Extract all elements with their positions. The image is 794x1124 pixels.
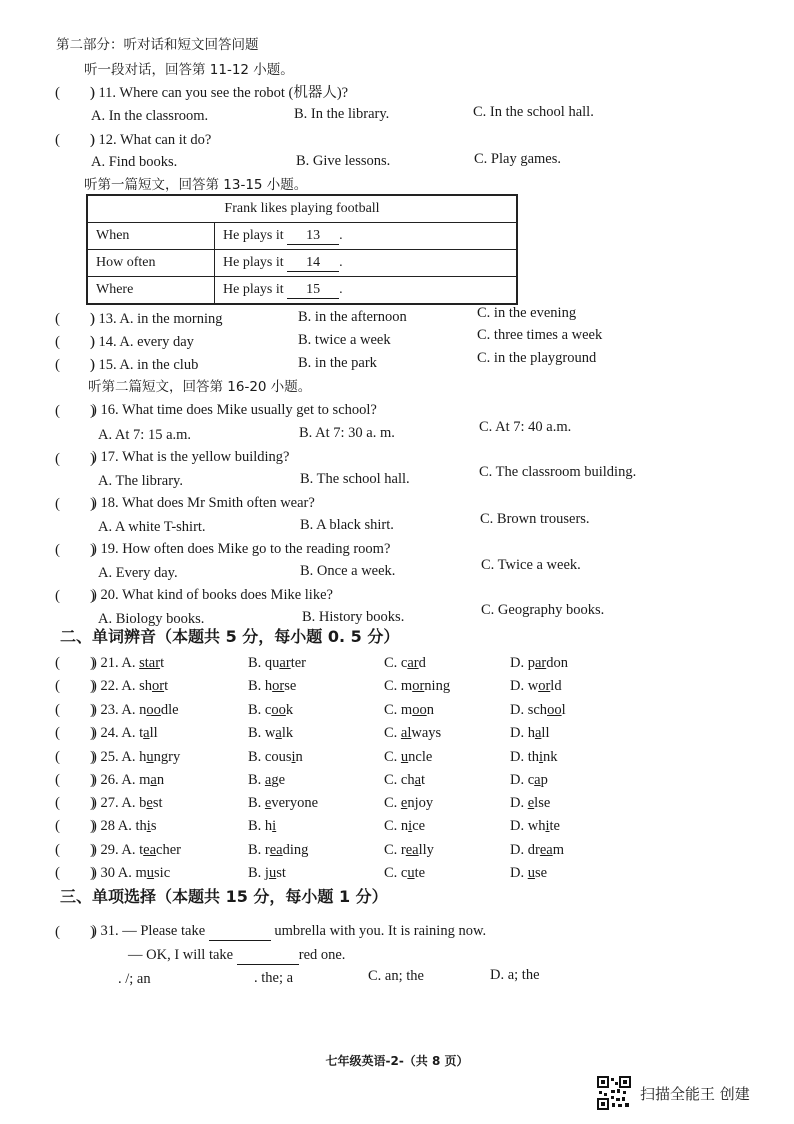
phonics-option-b: B. quarter <box>248 655 306 671</box>
option-b: B. A black shirt. <box>300 517 394 533</box>
answer-paren: ( ) <box>55 496 95 512</box>
phonics-option-b: B. cousin <box>248 749 303 765</box>
phonics-option-b: B. walk <box>248 725 294 741</box>
qr-code-icon <box>597 1076 631 1110</box>
question-stem: ) 11. Where can you see the robot (机器人)? <box>90 85 349 101</box>
option-a: A. At 7: 15 a.m. <box>98 427 192 443</box>
option-a: A. A white T-shirt. <box>98 519 206 535</box>
phonics-option-c: C. nice <box>384 818 426 834</box>
phonics-option-a: ) 25. A. hungry <box>92 749 181 765</box>
option-a: A. Biology books. <box>98 611 205 627</box>
answer-paren: ( ) <box>55 132 95 148</box>
phonics-option-c: C. moon <box>384 702 434 718</box>
blank-15[interactable]: 15 <box>287 282 339 299</box>
option-a: A. In the classroom. <box>91 108 209 124</box>
answer-paren: ( ) <box>55 451 95 467</box>
option-b: B. in the afternoon <box>298 309 407 325</box>
phonics-option-b: B. just <box>248 865 286 881</box>
option-d: D. a; the <box>490 967 540 983</box>
answer-paren: ( ) <box>55 818 95 834</box>
phonics-option-d: D. dream <box>510 842 564 858</box>
option-b: B. Give lessons. <box>296 153 391 169</box>
answer-paren: ( ) <box>55 655 95 671</box>
answer-paren: ( ) <box>55 772 95 788</box>
listening-instruction: 听第一篇短文，回答第 13-15 小题。 <box>84 177 308 193</box>
answer-blank[interactable] <box>209 922 271 941</box>
question-stem: ) 18. What does Mr Smith often wear? <box>92 495 315 511</box>
section-title: 二、单词辨音（本题共 5 分，每小题 0. 5 分） <box>60 627 400 646</box>
question-stem-line2: — OK, I will take red one. <box>128 947 346 963</box>
question-stem: ) 31. — Please take umbrella with you. It is raining now. <box>92 923 487 939</box>
answer-paren: ( ) <box>55 702 95 718</box>
answer-paren: ( ) <box>55 842 95 858</box>
phonics-option-a: ) 23. A. noodle <box>92 702 179 718</box>
phonics-option-a: ) 30 A. music <box>92 865 171 881</box>
option-b: B. The school hall. <box>300 471 410 487</box>
option-b: B. Once a week. <box>300 563 396 579</box>
answer-paren: ( ) <box>55 749 95 765</box>
phonics-option-b: B. hi <box>248 818 277 834</box>
option-c: C. At 7: 40 a.m. <box>479 419 572 435</box>
phonics-option-c: C. morning <box>384 678 451 694</box>
option-a: . /; an <box>118 971 151 987</box>
option-c: C. Play games. <box>474 151 561 167</box>
option-c: C. Geography books. <box>481 602 605 618</box>
answer-paren: ( ) <box>55 311 95 327</box>
info-table <box>86 194 518 305</box>
option-b: B. in the park <box>298 355 377 371</box>
blank-13[interactable]: 13 <box>287 228 339 245</box>
question-stem: ) 15. A. in the club <box>90 357 199 373</box>
phonics-option-c: C. chat <box>384 772 426 788</box>
phonics-option-d: D. hall <box>510 725 550 741</box>
phonics-option-a: ) 21. A. start <box>92 655 165 671</box>
option-c: C. an; the <box>368 968 424 984</box>
question-stem: ) 14. A. every day <box>90 334 194 350</box>
option-c: C. The classroom building. <box>479 464 637 480</box>
phonics-option-c: C. really <box>384 842 434 858</box>
phonics-option-c: C. card <box>384 655 426 671</box>
phonics-option-a: ) 22. A. short <box>92 678 169 694</box>
answer-paren: ( ) <box>55 588 95 604</box>
question-stem: ) 19. How often does Mike go to the reading room? <box>92 541 391 557</box>
option-b: . the; a <box>254 970 294 986</box>
answer-paren: ( ) <box>55 85 95 101</box>
option-b: B. At 7: 30 a. m. <box>299 425 395 441</box>
question-stem: ) 16. What time does Mike usually get to school? <box>92 402 377 418</box>
phonics-option-d: D. world <box>510 678 562 694</box>
phonics-option-a: ) 24. A. tall <box>92 725 158 741</box>
question-stem: ) 12. What can it do? <box>90 132 212 148</box>
phonics-option-d: D. think <box>510 749 558 765</box>
option-c: C. in the playground <box>477 350 597 366</box>
phonics-option-d: D. use <box>510 865 548 881</box>
section-title: 第二部分：听对话和短文回答问题 <box>56 37 259 53</box>
phonics-option-d: D. cap <box>510 772 548 788</box>
phonics-option-c: C. enjoy <box>384 795 434 811</box>
answer-paren: ( ) <box>55 542 95 558</box>
blank-14[interactable]: 14 <box>287 255 339 272</box>
phonics-option-b: B. horse <box>248 678 297 694</box>
phonics-option-d: D. white <box>510 818 560 834</box>
listening-instruction: 听第二篇短文，回答第 16-20 小题。 <box>88 379 312 395</box>
page-footer: 七年级英语-2-（共 8 页） <box>325 1054 469 1068</box>
table-row <box>87 250 517 277</box>
question-stem: ) 20. What kind of books does Mike like? <box>92 587 333 603</box>
option-b: B. History books. <box>302 609 405 625</box>
answer-blank[interactable] <box>237 946 299 965</box>
phonics-option-b: B. everyone <box>248 795 319 811</box>
answer-paren: ( ) <box>55 403 95 419</box>
option-a: A. Find books. <box>91 154 178 170</box>
answer-paren: ( ) <box>55 357 95 373</box>
answer-paren: ( ) <box>55 725 95 741</box>
table-row <box>87 277 517 305</box>
answer-paren: ( ) <box>55 334 95 350</box>
answer-paren: ( ) <box>55 795 95 811</box>
phonics-option-d: D. school <box>510 702 566 718</box>
option-c: C. three times a week <box>477 327 603 343</box>
phonics-option-b: B. age <box>248 772 286 788</box>
option-a: A. The library. <box>98 473 183 489</box>
phonics-option-c: C. always <box>384 725 442 741</box>
table-row <box>87 223 517 250</box>
scanner-watermark: 扫描全能王 创建 <box>640 1085 750 1103</box>
phonics-option-a: ) 26. A. man <box>92 772 165 788</box>
question-stem: ) 13. A. in the morning <box>90 311 223 327</box>
section-title: 三、单项选择（本题共 15 分，每小题 1 分） <box>60 887 388 906</box>
row-content: He plays it 14 . <box>215 250 518 277</box>
row-label: When <box>87 223 215 250</box>
row-content: He plays it 15 . <box>215 277 518 305</box>
phonics-option-c: C. cute <box>384 865 426 881</box>
answer-paren: ( ) <box>55 678 95 694</box>
option-a: A. Every day. <box>98 565 178 581</box>
phonics-option-a: ) 27. A. best <box>92 795 163 811</box>
phonics-option-c: C. uncle <box>384 749 433 765</box>
phonics-option-d: D. pardon <box>510 655 568 671</box>
phonics-option-b: B. cook <box>248 702 294 718</box>
listening-instruction: 听一段对话，回答第 11-12 小题。 <box>84 62 294 78</box>
question-stem: ) 17. What is the yellow building? <box>92 449 290 465</box>
phonics-option-a: ) 28 A. this <box>92 818 157 834</box>
option-c: C. Brown trousers. <box>480 511 590 527</box>
option-c: C. In the school hall. <box>473 104 594 120</box>
row-content: He plays it 13 . <box>215 223 518 250</box>
phonics-option-b: B. reading <box>248 842 309 858</box>
answer-paren: ( ) <box>55 924 95 940</box>
row-label: How often <box>87 250 215 277</box>
answer-paren: ( ) <box>55 865 95 881</box>
option-c: C. Twice a week. <box>481 557 581 573</box>
phonics-option-d: D. else <box>510 795 551 811</box>
option-b: B. twice a week <box>298 332 391 348</box>
table-caption: Frank likes playing football <box>87 195 517 223</box>
option-b: B. In the library. <box>294 106 390 122</box>
option-c: C. in the evening <box>477 305 577 321</box>
row-label: Where <box>87 277 215 305</box>
phonics-option-a: ) 29. A. teacher <box>92 842 181 858</box>
